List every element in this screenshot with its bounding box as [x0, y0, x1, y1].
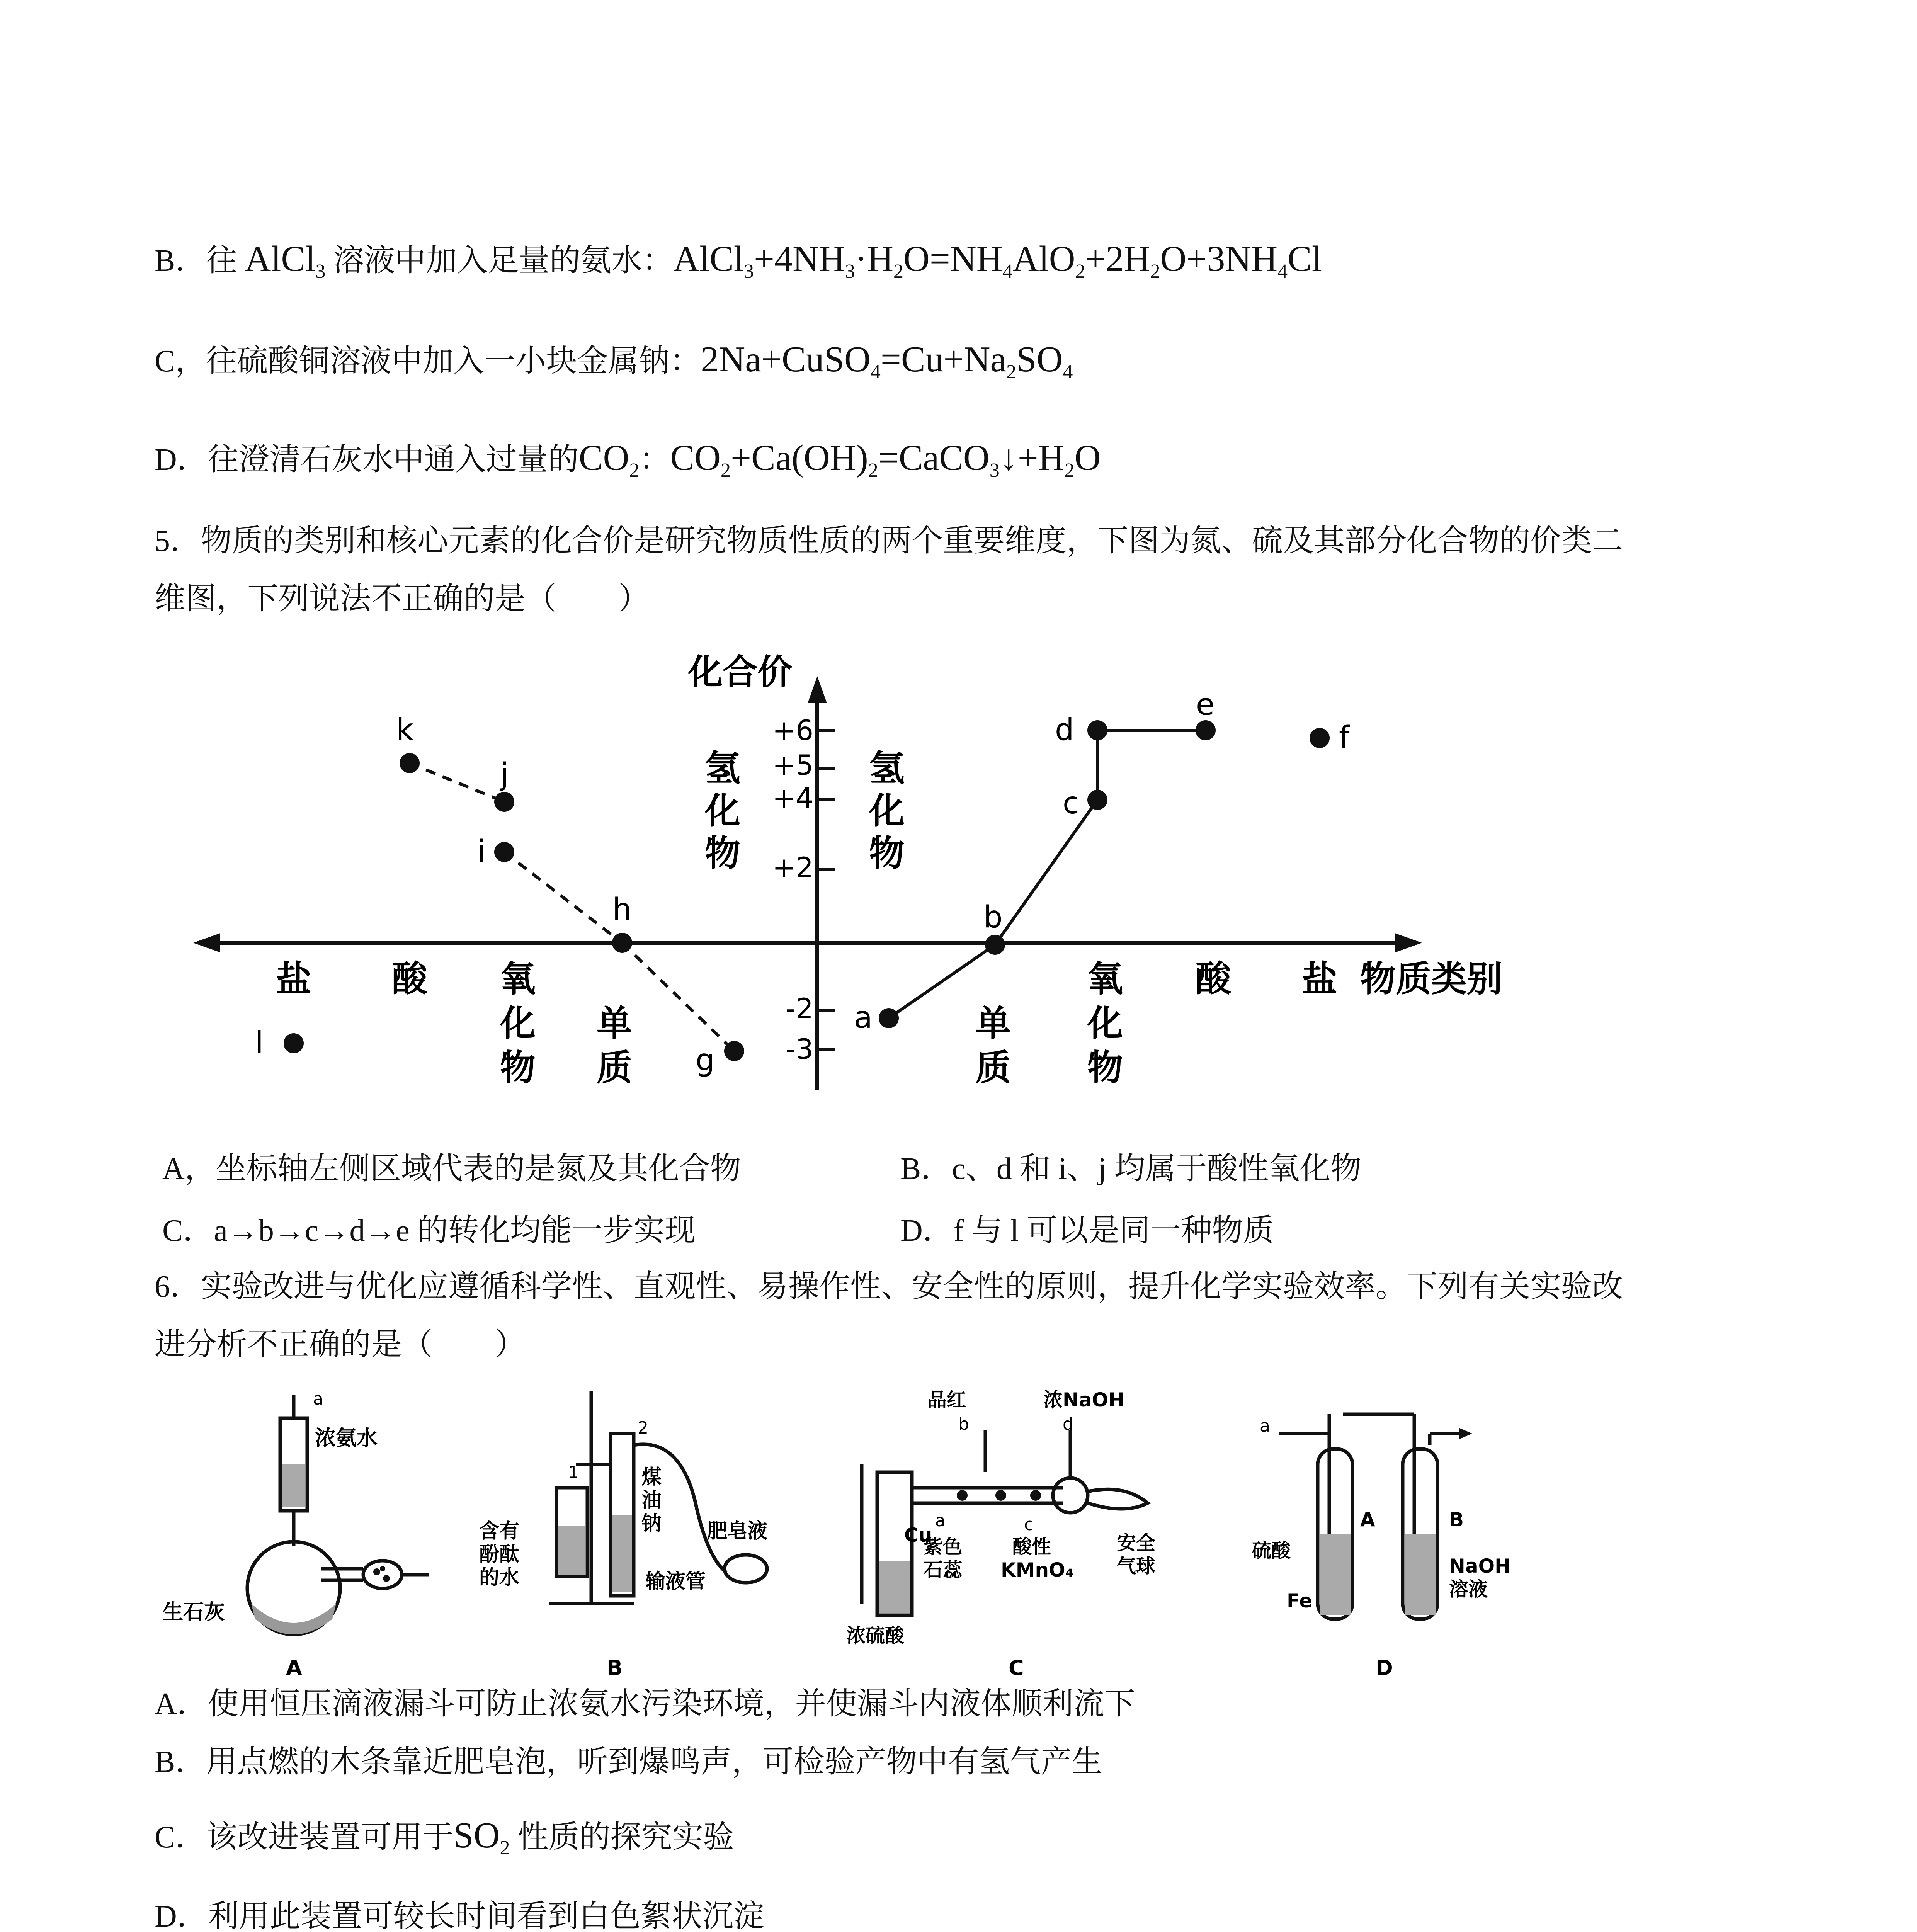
apparatus-a-label: A [286, 1656, 302, 1680]
hydride-label-right-1: 氢 [869, 748, 905, 789]
k-j-dashed [410, 763, 504, 802]
cat-right-element-1: 单 [975, 1003, 1011, 1044]
label-l: l [255, 1026, 264, 1060]
svg-text:KMnO₄: KMnO₄ [1001, 1559, 1074, 1581]
svg-text:酚酞: 酚酞 [479, 1543, 520, 1566]
svg-text:紫色: 紫色 [924, 1536, 962, 1558]
q6-option-a: A．使用恒压滴液漏斗可防止浓氨水污染环境，并使漏斗内液体顺利流下 [155, 1687, 1135, 1721]
q6-option-c: C．该改进装置可用于$SO_2$ 性质的探究实验 [155, 1815, 734, 1859]
apparatus-b-label: B [607, 1656, 623, 1680]
svg-text:2: 2 [638, 1418, 648, 1438]
x-axis-right-arrow [1395, 933, 1422, 952]
point-f [1310, 728, 1330, 748]
apparatus-d [1248, 1387, 1526, 1681]
cat-left-acid: 酸 [391, 958, 428, 1000]
cat-left-oxide-1: 氧 [500, 958, 536, 1000]
svg-text:质: 质 [596, 1047, 633, 1088]
tick-plus6: +6 [772, 714, 813, 747]
label-a: a [854, 1000, 873, 1035]
tick-plus2: +2 [772, 851, 813, 884]
cat-left-element-1: 单 [596, 1003, 633, 1044]
q5-stem-line2: 维图，下列说法不正确的是（ ） [155, 582, 649, 616]
svg-text:输液管: 输液管 [645, 1570, 706, 1593]
label-f: f [1339, 720, 1350, 755]
apparatus-b [479, 1387, 796, 1681]
svg-text:浓氨水: 浓氨水 [315, 1426, 378, 1450]
q5-option-d: D．f 与 l 可以是同一种物质 [900, 1214, 1274, 1248]
svg-text:气球: 气球 [1117, 1555, 1155, 1577]
q4-option-c: C，往硫酸铜溶液中加入一小块金属钠：$2Na+CuSO_4=Cu+Na_2SO_4$ [155, 339, 1073, 383]
point-e [1196, 720, 1216, 740]
svg-text:石蕊: 石蕊 [924, 1559, 962, 1581]
svg-text:的水: 的水 [479, 1566, 520, 1589]
h-g-dashed [622, 943, 734, 1051]
svg-text:Cu: Cu [904, 1524, 932, 1546]
apparatus-c-label: C [1009, 1656, 1024, 1680]
hydride-label-left-1: 氢 [704, 748, 741, 789]
q5-option-c: C．a→b→c→d→e 的转化均能一步实现 [162, 1214, 696, 1248]
y-axis-arrow [808, 676, 827, 703]
label-d: d [1055, 713, 1074, 747]
point-c [1087, 790, 1107, 810]
apparatus-d-label: D [1376, 1656, 1393, 1680]
label-j: j [500, 757, 509, 792]
q5-option-a: A，坐标轴左侧区域代表的是氮及其化合物 [162, 1152, 741, 1186]
svg-text:A: A [1360, 1509, 1375, 1531]
svg-text:c: c [1024, 1515, 1034, 1534]
svg-text:化: 化 [1087, 1003, 1123, 1044]
svg-text:肥皂液: 肥皂液 [707, 1520, 768, 1543]
q4-option-b: B．往 AlCl$_3$ 溶液中加入足量的氨水：$AlCl_3+4NH_3\cdot H_2O=NH_4AlO_2+2H_2O+3NH_4Cl$ [155, 239, 1322, 282]
cat-left-salt: 盐 [276, 958, 312, 1000]
svg-text:物: 物 [1087, 1047, 1123, 1088]
svg-text:生石灰: 生石灰 [162, 1600, 225, 1624]
q5-option-b: B．c、d 和 i、j 均属于酸性氧化物 [900, 1152, 1362, 1186]
hydride-label-right-3: 物 [869, 833, 905, 874]
tick-plus4: +4 [772, 782, 813, 814]
svg-text:物: 物 [500, 1047, 536, 1088]
point-l [284, 1033, 304, 1053]
svg-text:NaOH: NaOH [1449, 1555, 1511, 1577]
svg-text:油: 油 [641, 1489, 662, 1512]
svg-text:质: 质 [975, 1047, 1011, 1088]
right-path-line [889, 730, 1206, 1018]
cat-right-acid: 酸 [1195, 958, 1232, 1000]
label-e: e [1196, 687, 1214, 722]
q6-stem-line1: 6．实验改进与优化应遵循科学性、直观性、易操作性、安全性的原则，提升化学实验效率。下列有关实验改 [155, 1270, 1623, 1304]
svg-text:a: a [1260, 1416, 1270, 1436]
svg-text:化: 化 [500, 1003, 536, 1044]
point-h [612, 933, 632, 953]
label-g: g [696, 1043, 715, 1078]
q4-option-d: D．往澄清石灰水中通入过量的$CO_2$：$CO_2+Ca(OH)_2=CaCO_3↓+H_2O$ [155, 438, 1101, 481]
cat-right-oxide-1: 氧 [1087, 958, 1123, 1000]
svg-text:煤: 煤 [641, 1466, 662, 1489]
tick-minus2: -2 [786, 992, 813, 1025]
svg-text:溶液: 溶液 [1449, 1578, 1488, 1600]
i-h-dashed [504, 852, 622, 943]
q6-option-d: D．利用此装置可较长时间看到白色絮状沉淀 [155, 1900, 764, 1932]
svg-text:b: b [958, 1414, 969, 1434]
svg-text:安全: 安全 [1117, 1532, 1155, 1554]
apparatus-c [846, 1387, 1202, 1681]
x-axis-left-arrow [193, 933, 220, 952]
svg-text:a: a [313, 1389, 323, 1409]
point-g [724, 1041, 744, 1061]
hydride-label-right-2: 化 [869, 790, 905, 832]
apparatus-a [162, 1387, 441, 1681]
point-b [985, 935, 1005, 955]
label-b: b [983, 900, 1003, 935]
point-d [1087, 720, 1107, 740]
tick-minus3: -3 [786, 1033, 813, 1065]
svg-text:钠: 钠 [641, 1512, 662, 1535]
point-a [879, 1008, 899, 1028]
svg-text:a: a [935, 1511, 946, 1531]
svg-text:酸性: 酸性 [1012, 1536, 1051, 1558]
svg-text:Fe: Fe [1287, 1590, 1313, 1612]
tick-plus5: +5 [772, 749, 813, 781]
point-j [494, 792, 514, 812]
point-i [494, 842, 514, 862]
x-axis-title: 物质类别 [1360, 958, 1503, 1000]
y-axis-title: 化合价 [688, 652, 792, 692]
label-c: c [1063, 786, 1079, 821]
q5-stem-line1: 5．物质的类别和核心元素的化合价是研究物质性质的两个重要维度，下图为氮、硫及其部分化合物的价类二 [155, 524, 1623, 558]
svg-text:浓硫酸: 浓硫酸 [846, 1624, 904, 1647]
svg-text:含有: 含有 [479, 1520, 520, 1543]
svg-text:B: B [1449, 1509, 1464, 1531]
svg-text:1: 1 [568, 1463, 579, 1482]
point-k [400, 753, 420, 773]
valence-class-diagram [185, 641, 1561, 1136]
cat-right-salt: 盐 [1301, 958, 1338, 1000]
hydride-label-left-3: 物 [704, 833, 741, 874]
label-k: k [396, 713, 414, 747]
svg-text:硫酸: 硫酸 [1252, 1539, 1291, 1562]
label-h: h [612, 892, 632, 927]
label-i: i [477, 834, 486, 869]
svg-text:d: d [1063, 1414, 1073, 1434]
svg-text:浓NaOH: 浓NaOH [1043, 1389, 1124, 1411]
svg-text:品红: 品红 [927, 1389, 966, 1411]
hydride-label-left-2: 化 [704, 790, 741, 832]
q6-stem-line2: 进分析不正确的是（ ） [155, 1328, 526, 1362]
q6-option-b: B．用点燃的木条靠近肥皂泡，听到爆鸣声，可检验产物中有氢气产生 [155, 1745, 1103, 1779]
